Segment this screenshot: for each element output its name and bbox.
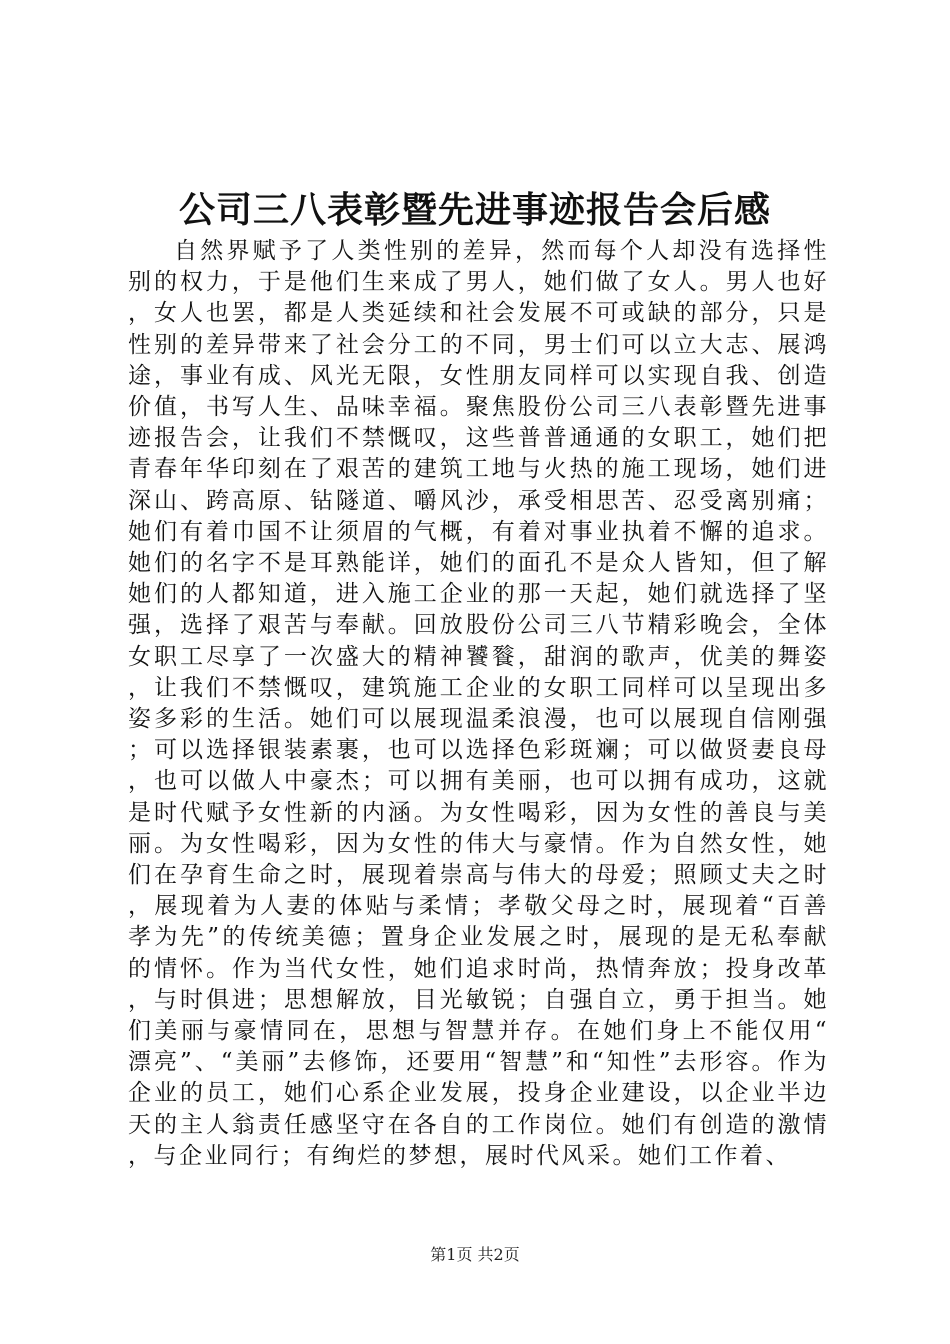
document-title: 公司三八表彰暨先进事迹报告会后感 [178,189,771,231]
body-paragraph: 自然界赋予了人类性别的差异，然而每个人却没有选择性别的权力，于是他们生来成了男人，她们做了女人。男人也好，女人也罢，都是人类延续和社会发展不可或缺的部分，只是性别的差异带来了社会分工的不同，男士们可以立大志、展鸿途，事业有成、风光无限，女性朋友同样可以实现自我、创造价值，书写人生、品味幸福。聚焦股份公司三八表彰暨先进事迹报告会，让我们不禁慨叹，这些普普通通的女职工，她们把青春年华印刻在了艰苦的建筑工地与火热的施工现场，她们进深山、跨高原、钻隧道、嚼风沙，承受相思苦、忍受离别痛；她们有着巾国不让须眉的气概，有着对事业执着不懈的追求。她们的名字不是耳熟能详，她们的面孔不是众人皆知，但了解她们的人都知道，进入施工企业的那一天起，她们就选择了坚强，选择了艰苦与奉献。回放股份公司三八节精彩晚会，全体女职工尽享了一次盛大的精神饕餮，甜润的歌声，优美的舞姿，让我们不禁慨叹，建筑施工企业的女职工同样可以呈现出多姿多彩的生活。她们可以展现温柔浪漫，也可以展现自信刚强；可以选择银装素裹，也可以选择色彩斑斓；可以做贤妻良母，也可以做人中豪杰；可以拥有美丽，也可以拥有成功，这就是时代赋予女性新的内涵。为女性喝彩，因为女性的善良与美丽。为女性喝彩，因为女性的伟大与豪情。作为自然女性，她们在孕育生命之时，展现着崇高与伟大的母爱；照顾丈夫之时，展现着为人妻的体贴与柔情；孝敬父母之时，展现着“百善孝为先”的传统美德；置身企业发展之时，展现的是无私奉献的情怀。作为当代女性，她们追求时尚，热情奔放；投身改革，与时俱进；思想解放，目光敏锐；自强自立，勇于担当。她们美丽与豪情同在，思想与智慧并存。在她们身上不能仅用“漂亮”、“美丽”去修饰，还要用“智慧”和“知性”去形容。作为企业的员工，她们心系企业发展，投身企业建设，以企业半边天的主人翁责任感坚守在各自的工作岗位。她们有创造的激情，与企业同行；有绚烂的梦想，展时代风采。她们工作着、 [128,238,829,1169]
page-footer: 第1页 共2页 [430,1245,520,1264]
